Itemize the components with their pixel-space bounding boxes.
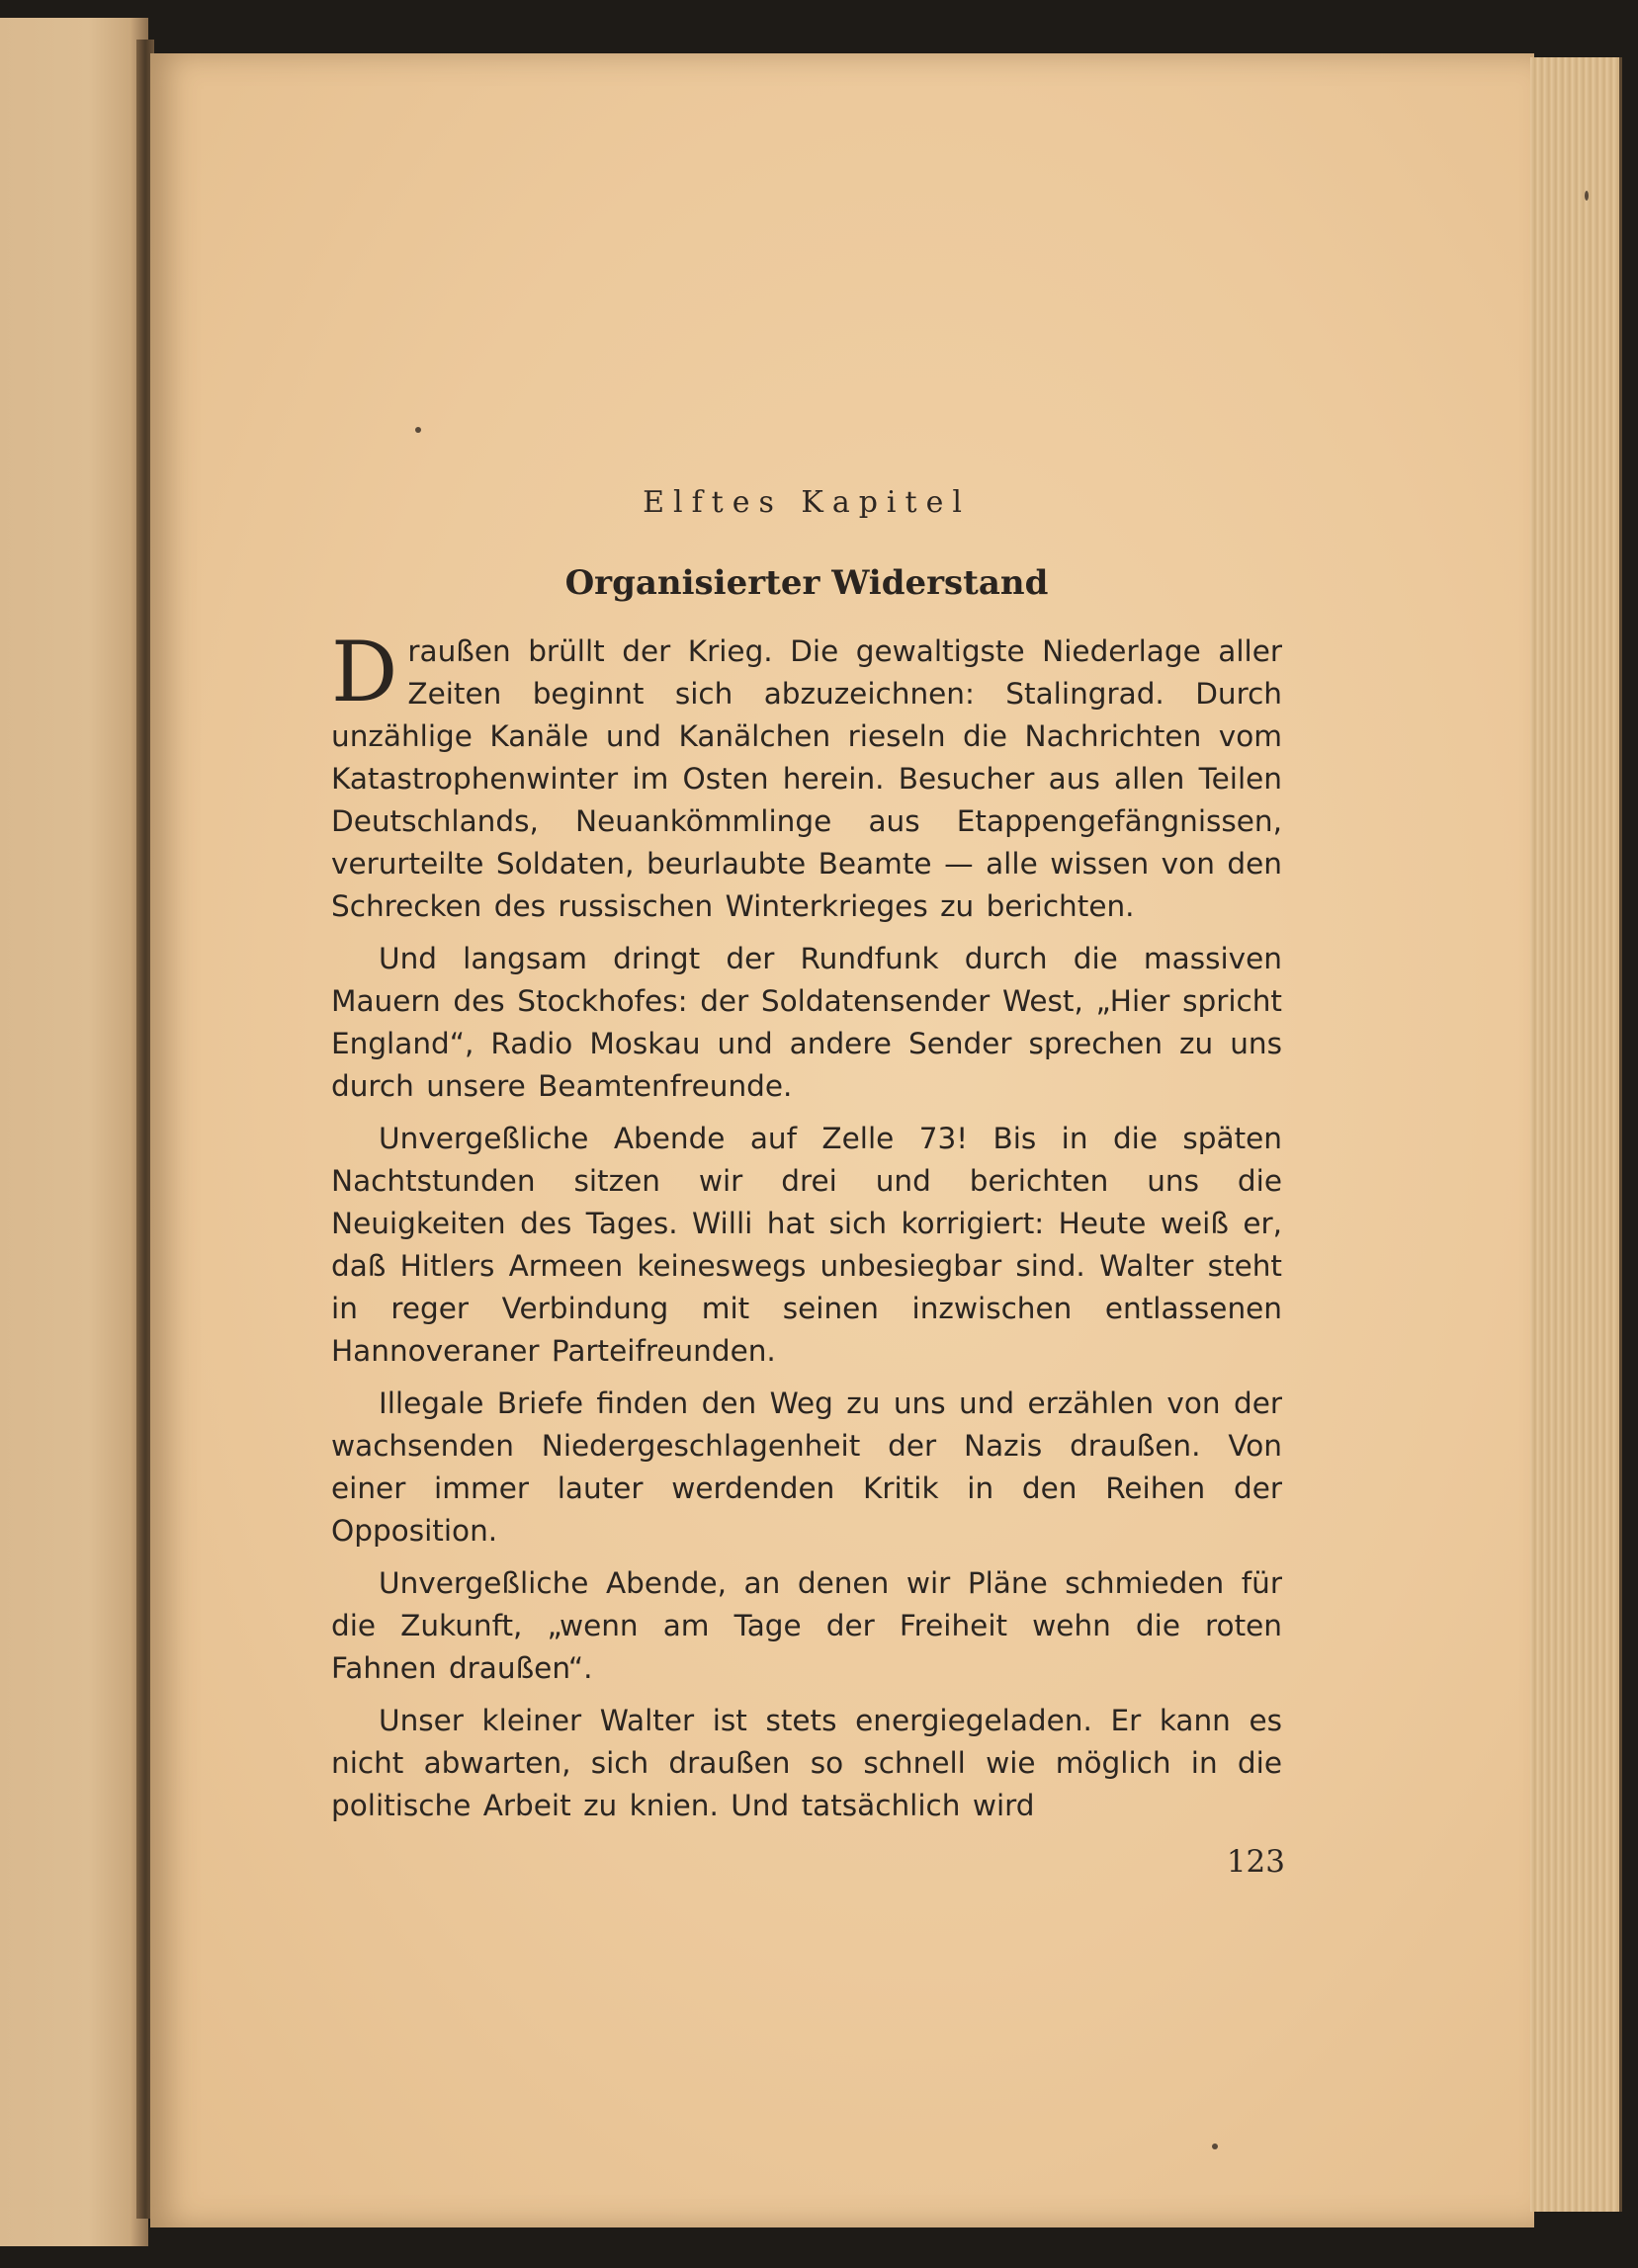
paragraph-2: Und langsam dringt der Rundfunk durch die massiven Mauern des Stockhofes: der Soldatensender West, „Hier spricht England“, Radio Moskau und andere Sender sprechen zu uns durch unsere Beamtenfreunde. — [331, 942, 1282, 1103]
paragraph-6: Unser kleiner Walter ist stets energiegeladen. Er kann es nicht abwarten, sich draußen so schnell wie möglich in die politische Arbeit zu knien. Und tatsächlich wird — [331, 1704, 1282, 1822]
paper-speck — [415, 427, 421, 433]
page-number: 123 — [1226, 1844, 1285, 1880]
chapter-heading: Elftes Kapitel — [643, 485, 971, 520]
body-text — [331, 624, 1282, 1827]
paragraph-3: Unvergeßliche Abende auf Zelle 73! Bis in die späten Nachtstunden sitzen wir drei und berichten uns die Neuigkeiten des Tages. Willi hat sich korrigiert: Heute weiß er, daß Hitlers Armeen keineswegs unbesiegbar sind. Walter steht in reger Verbindung mit seinen inzwischen entlassenen Hannoveraner Parteifreunden. — [331, 1122, 1282, 1368]
page-content — [331, 464, 1282, 1837]
paragraph-5: Unvergeßliche Abende, an denen wir Pläne schmieden für die Zukunft, „wenn am Tage der Freiheit wehn die roten Fahnen draußen“. — [331, 1566, 1282, 1685]
page-stack-edge — [1530, 57, 1622, 2212]
paper-speck — [1212, 2143, 1218, 2149]
paragraph-1 — [331, 624, 1282, 928]
drop-cap: D — [331, 624, 398, 720]
paragraph-1-text: raußen brüllt der Krieg. Die gewaltigste Niederlage aller Zeiten beginnt sich abzuzeichnen: Stalingrad. Durch unzählige Kanäle und Kanälchen rieseln die Nachrichten vom Katastrophenwinter im Osten herein. Besucher aus allen Teilen Deutschlands, Neuankömmlinge aus Etappengefängnissen, verurteilte Soldaten, beurlaubte Beamte — alle wissen von den Schrecken des russischen Winterkrieges zu berichten. — [331, 634, 1282, 923]
paper-speck — [1585, 191, 1589, 201]
paragraph-4: Illegale Briefe finden den Weg zu uns und erzählen von der wachsenden Niedergeschlagenheit der Nazis draußen. Von einer immer lauter werdenden Kritik in den Reihen der Opposition. — [331, 1386, 1282, 1548]
left-page-edge — [0, 18, 148, 2246]
chapter-title: Organisierter Widerstand — [564, 563, 1049, 603]
